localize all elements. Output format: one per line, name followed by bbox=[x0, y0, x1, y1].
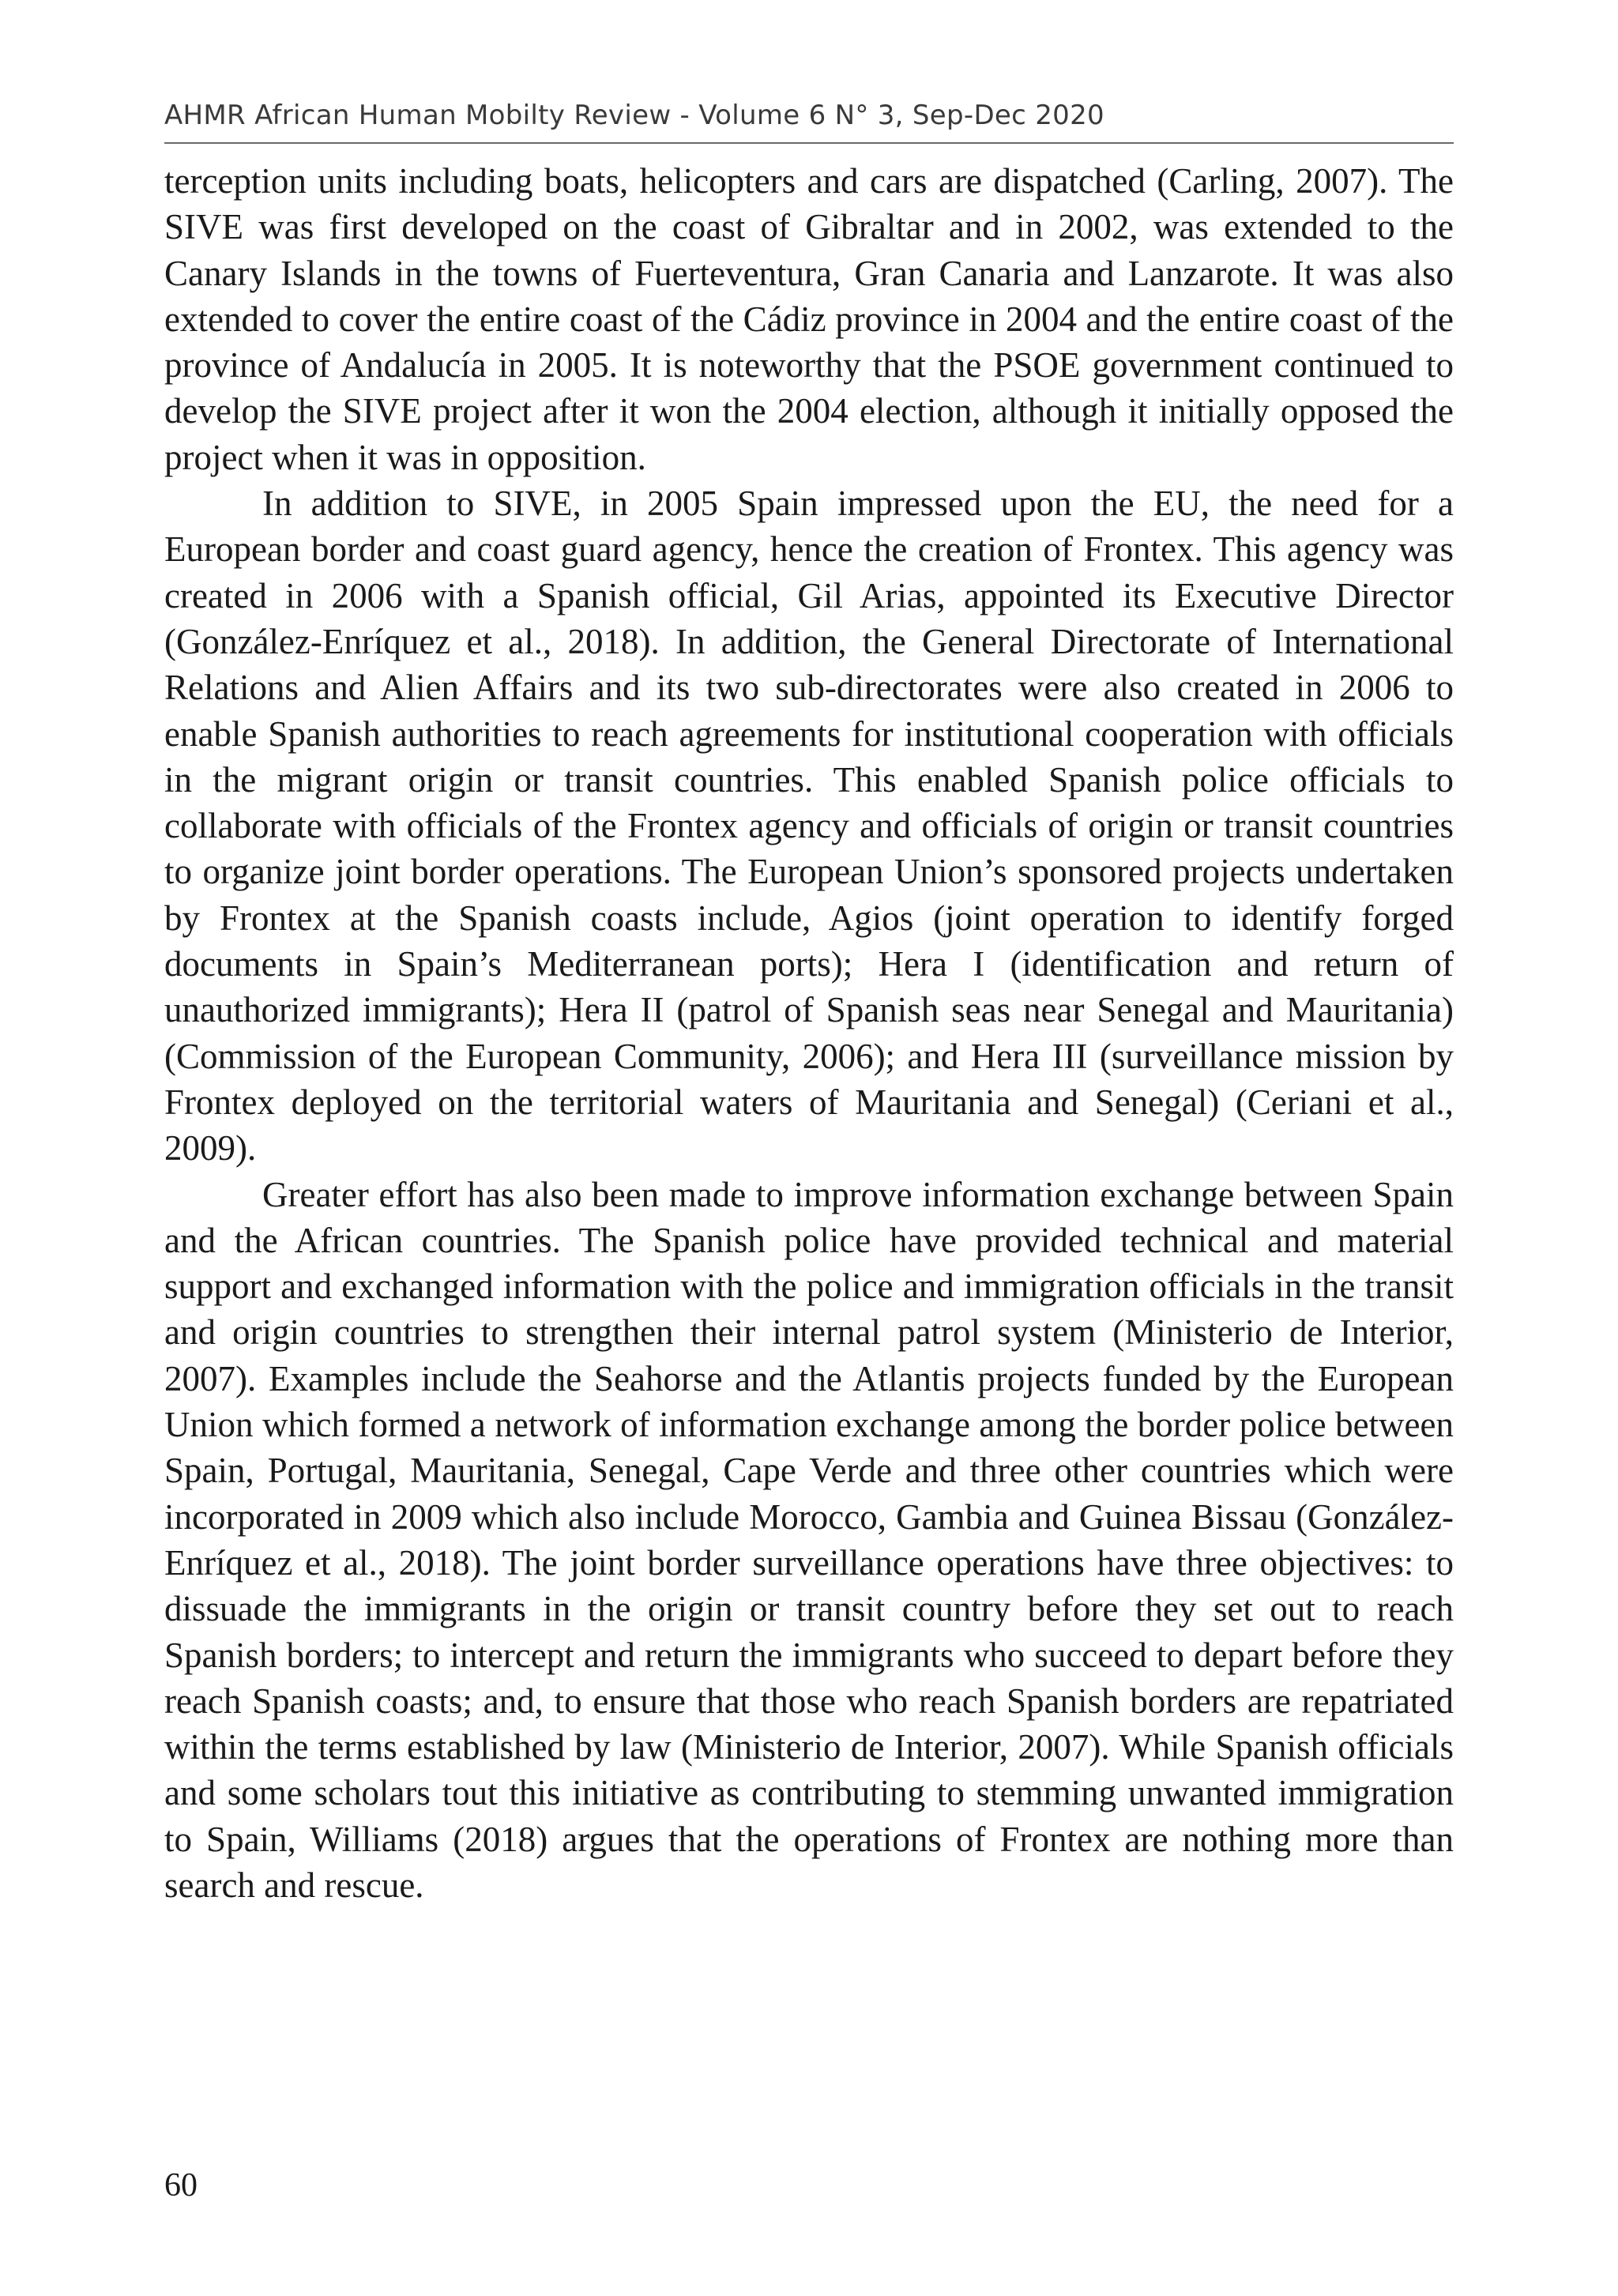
paragraph-2: In addition to SIVE, in 2005 Spain impressed upon the EU, the need for a European border and coast guard agency, hence the creation of Frontex. This agency was created in 2006 with a Spanish official, Gil Arias, appointed its Executive Director (González-Enríquez et al., 2018). In addition, the General Directorate of International Relations and Alien Affairs and its two sub-directorates were also created in 2006 to enable Spanish authorities to reach agreements for institutional cooperation with officials in the migrant origin or transit countries. This enabled Spanish police officials to collaborate with officials of the Frontex agency and officials of origin or transit countries to organize joint border operations. The European Union’s sponsored projects undertaken by Frontex at the Spanish coasts include, Agios (joint operation to identify forged documents in Spain’s Mediterranean ports); Hera I (identification and return of unauthorized immigrants); Hera II (patrol of Spanish seas near Senegal and Mauritania) (Commission of the European Community, 2006); and Hera III (surveillance mission by Frontex deployed on the territorial waters of Mauritania and Senegal) (Ceriani et al., 2009). bbox=[164, 484, 1454, 1169]
paragraph-3: Greater effort has also been made to improve information exchange between Spain and the African countries. The Spanish police have provided technical and material support and exchanged information with the police and immigration officials in the transit and origin countries to strengthen their internal patrol system (Ministerio de Interior, 2007). Examples include the Seahorse and the Atlantis projects funded by the European Union which formed a network of information exchange among the border police between Spain, Portugal, Mauritania, Senegal, Cape Verde and three other countries which were incorporated in 2009 which also include Morocco, Gambia and Guinea Bissau (González-Enríquez et al., 2018). The joint border surveillance operations have three objectives: to dissuade the immigrants in the origin or transit country before they set out to reach Spanish borders; to intercept and return the immigrants who succeed to depart before they reach Spanish coasts; and, to ensure that those who reach Spanish borders are repatriated within the terms established by law (Ministerio de Interior, 2007). While Spanish officials and some scholars tout this initiative as contributing to stemming unwanted immigration to Spain, Williams (2018) argues that the operations of Frontex are nothing more than search and rescue. bbox=[164, 1174, 1454, 1905]
running-header: AHMR African Human Mobilty Review - Volume 6 N° 3, Sep-Dec 2020 bbox=[164, 100, 1104, 131]
page-number: 60 bbox=[164, 2167, 198, 2204]
paragraph-1: terception units including boats, helicopters and cars are dispatched (Carling, 2007). The SIVE was first developed on the coast of Gibraltar and in 2002, was extended to the Canary Islands in the towns of Fuerteventura, Gran Canaria and Lanzarote. It was also extended to cover the entire coast of the Cádiz province in 2004 and the entire coast of the province of Andalucía in 2005. It is noteworthy that the PSOE government continued to develop the SIVE project after it won the 2004 election, although it initially opposed the project when it was in opposition. bbox=[164, 161, 1454, 477]
header-divider bbox=[164, 142, 1454, 144]
body-text bbox=[164, 158, 1454, 1908]
